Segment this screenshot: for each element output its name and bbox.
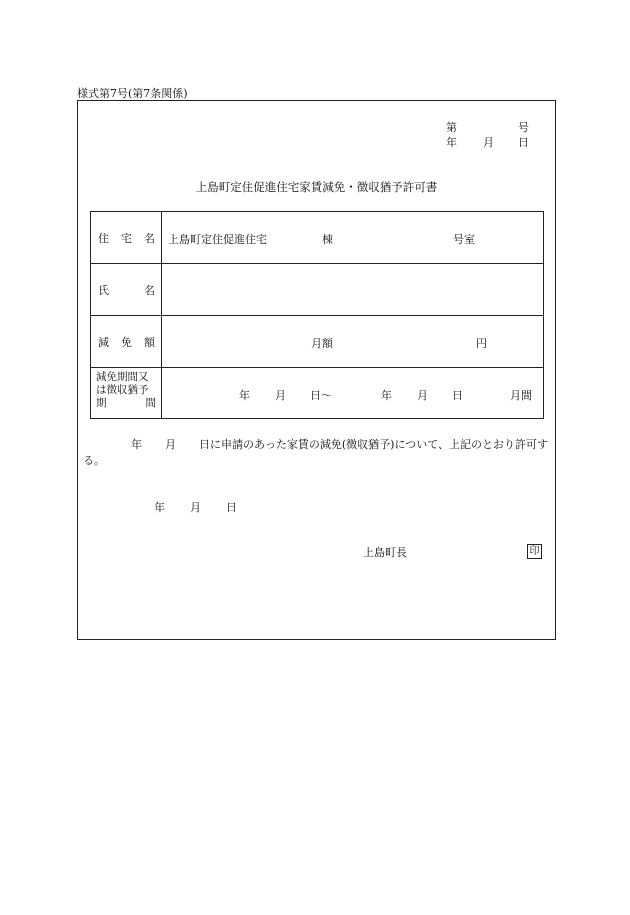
period-start-year: 年 bbox=[239, 389, 250, 402]
issue-day: 日 bbox=[518, 136, 529, 149]
name-label-char: 名 bbox=[144, 283, 155, 297]
period-start-month: 月 bbox=[275, 389, 286, 402]
housing-label-char: 宅 bbox=[121, 231, 132, 245]
name-label bbox=[91, 282, 161, 298]
seal-mark: 印 bbox=[527, 544, 542, 559]
period-start-day: 日〜 bbox=[310, 389, 332, 402]
decision-month: 月 bbox=[190, 501, 201, 514]
period-label-cell bbox=[91, 368, 162, 419]
permit-statement bbox=[83, 437, 551, 469]
doc-number-suffix: 号 bbox=[518, 121, 529, 134]
doc-number-prefix: 第 bbox=[446, 121, 457, 134]
name-value-cell[interactable] bbox=[162, 264, 544, 316]
table-row-reduction bbox=[91, 316, 544, 368]
permit-table bbox=[90, 211, 544, 419]
form-number-label: 様式第7号(第7条関係) bbox=[77, 87, 188, 100]
period-end-month: 月 bbox=[417, 389, 428, 402]
reduction-label-char: 免 bbox=[121, 335, 132, 349]
housing-label-char: 住 bbox=[98, 231, 109, 245]
housing-label bbox=[91, 230, 161, 246]
name-label-char: 氏 bbox=[98, 283, 109, 297]
period-label-line3 bbox=[96, 397, 156, 410]
housing-value-cell bbox=[162, 212, 544, 264]
reduction-label-char: 減 bbox=[98, 335, 109, 349]
reduction-label-cell bbox=[91, 316, 162, 368]
decision-day: 日 bbox=[226, 501, 237, 514]
period-end-day: 日 bbox=[452, 389, 463, 402]
name-label-cell bbox=[91, 264, 162, 316]
housing-room: 号室 bbox=[453, 233, 475, 246]
period-label-char: 間 bbox=[145, 397, 156, 409]
housing-name: 上島町定住促進住宅 bbox=[168, 233, 267, 246]
mayor-title: 上島町長 bbox=[363, 546, 407, 559]
decision-year: 年 bbox=[154, 501, 165, 514]
period-months: 月間 bbox=[510, 389, 532, 402]
issue-year: 年 bbox=[446, 136, 457, 149]
issue-month: 月 bbox=[483, 136, 494, 149]
document-title: 上島町定住促進住宅家賃減免・徴収猶予許可書 bbox=[195, 180, 438, 194]
document-frame bbox=[77, 100, 556, 640]
reduction-yen-label: 円 bbox=[476, 337, 487, 350]
period-label-char: 期 bbox=[96, 397, 107, 409]
reduction-label bbox=[91, 334, 161, 350]
period-label bbox=[96, 371, 156, 410]
statement-year: 年 bbox=[131, 438, 142, 451]
reduction-label-char: 額 bbox=[144, 335, 155, 349]
statement-month: 月 bbox=[165, 438, 176, 451]
table-row-housing bbox=[91, 212, 544, 264]
reduction-monthly-label: 月額 bbox=[311, 337, 333, 350]
period-label-line1: 減免期間又 bbox=[96, 371, 149, 383]
period-label-line2: は徴収猶予 bbox=[96, 384, 149, 396]
housing-label-cell bbox=[91, 212, 162, 264]
reduction-value-cell bbox=[162, 316, 544, 368]
housing-label-char: 名 bbox=[144, 231, 155, 245]
housing-building: 棟 bbox=[322, 233, 333, 246]
statement-sentence: 日に申請のあった家賃の減免(徴収猶予)について、上記のとおり許可する。 bbox=[83, 438, 549, 467]
period-value-cell bbox=[162, 368, 544, 419]
table-row-name bbox=[91, 264, 544, 316]
period-end-year: 年 bbox=[381, 389, 392, 402]
table-row-period bbox=[91, 368, 544, 419]
